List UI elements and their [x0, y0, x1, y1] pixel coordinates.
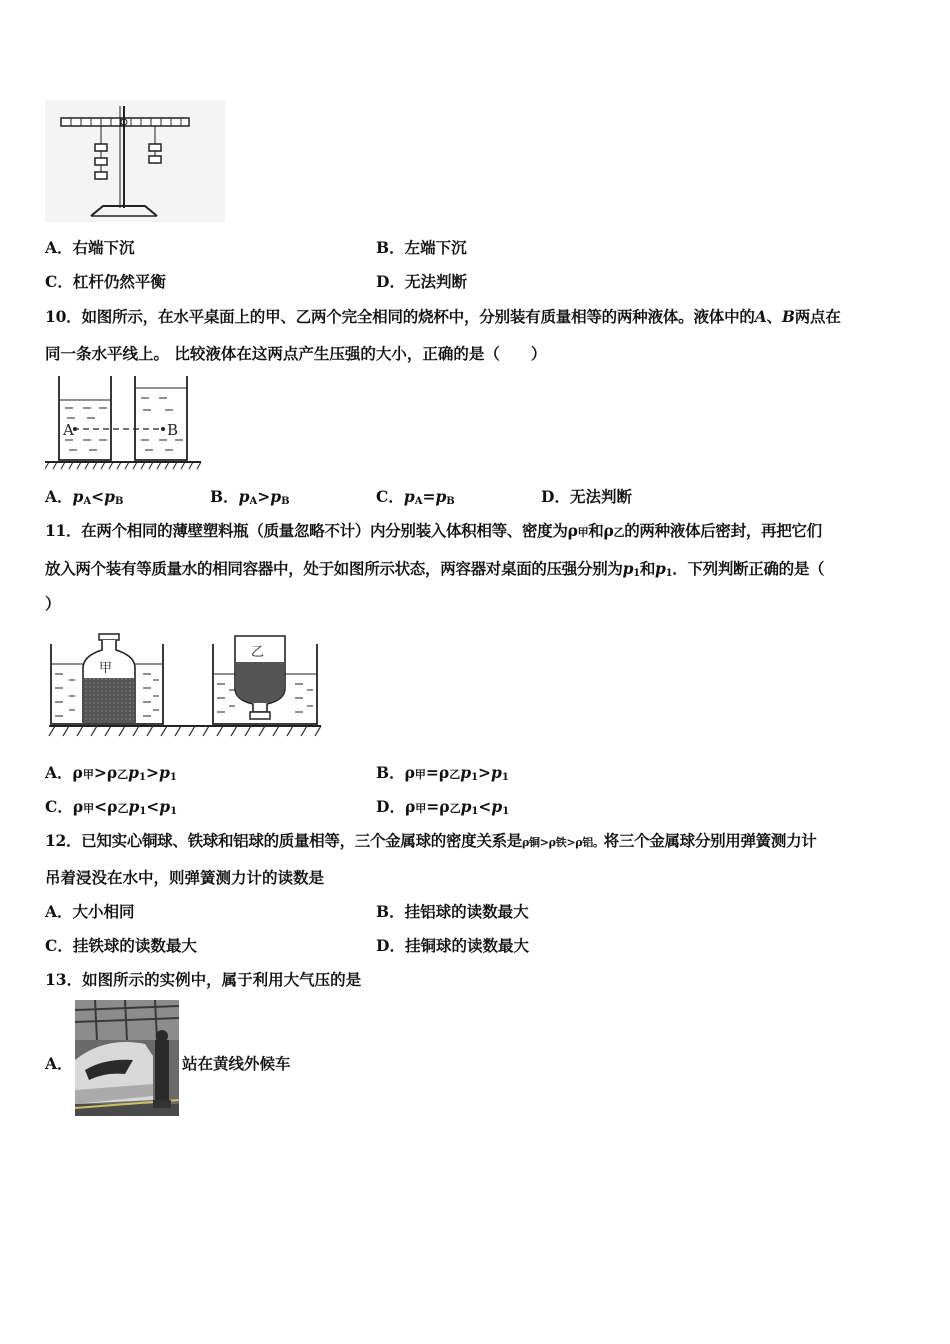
q13-stem-line1: 13．如图所示的实例中，属于利用大气压的是 [45, 970, 362, 989]
q9-option-d [376, 270, 467, 292]
q12-option-a: A．大小相同 [45, 902, 135, 921]
q9-option-a [45, 236, 135, 258]
q12-stem-line1: 12．已知实心铜球、铁球和铝球的质量相等，三个金属球的密度关系是ρ铜>ρ铁>ρ铝。将三个金属球分别用弹簧测力计 [45, 831, 817, 850]
q11-stem-line3: ） [45, 594, 61, 613]
q10-option-d: D．无法判断 [541, 487, 632, 506]
q11-stem-line1: 11．在两个相同的薄壁塑料瓶（质量忽略不计）内分别装入体积相等、密度为ρ甲和ρ乙的两种液体后密封，再把它们 [45, 521, 822, 540]
option-text: 杠杆仍然平衡 [72, 272, 166, 291]
q11-option-d: D．ρ甲=ρ乙$p_1<p_1$ [376, 797, 510, 817]
option-label: A． [45, 238, 73, 257]
train-platform-photo [75, 1000, 179, 1116]
density-relation: ρ铜>ρ铁>ρ铝。 [521, 836, 604, 849]
q10-option-a: A．$p_A<p_B$ [45, 487, 124, 507]
label-yi: 乙 [251, 645, 265, 660]
q13-option-a-text: 站在黄线外候车 [182, 1054, 291, 1073]
var-a: A [754, 307, 767, 326]
q12-option-d: D．挂铜球的读数最大 [376, 936, 529, 955]
lever-balance-figure [45, 100, 225, 222]
option-label: C． [45, 272, 73, 291]
var-b: B [781, 307, 795, 326]
option-text: 左端下沉 [404, 238, 467, 257]
q12-option-b: B．挂铝球的读数最大 [376, 902, 529, 921]
q10-stem-line1: 10．如图所示，在水平桌面上的甲、乙两个完全相同的烧杯中，分别装有质量相等的两种液体。液体中的A、B两点在 [45, 307, 841, 326]
option-text: 无法判断 [404, 272, 467, 291]
q12-stem-line2: 吊着浸没在水中，则弹簧测力计的读数是 [45, 868, 325, 887]
option-text: 右端下沉 [72, 238, 135, 257]
q11-stem-line2: 放入两个装有等质量水的相同容器中，处于如图所示状态，两容器对桌面的压强分别为$p_1$和$p_1$．下列判断正确的是（ [45, 559, 825, 579]
beakers-figure [45, 374, 205, 472]
q13-option-a-label: A． [45, 1054, 73, 1073]
q10-option-c: C．$p_A=p_B$ [376, 487, 455, 507]
q12-option-c: C．挂铁球的读数最大 [45, 936, 197, 955]
option-label: D． [376, 272, 405, 291]
q9-option-b [376, 236, 467, 258]
q10-stem-line2: 同一条水平线上。 比较液体在这两点产生压强的大小，正确的是（ ） [45, 344, 547, 363]
q11-option-b: B．ρ甲=ρ乙$p_1>p_1$ [376, 763, 509, 783]
label-jia: 甲 [99, 661, 113, 676]
bottles-figure [45, 630, 325, 742]
option-label: B． [376, 238, 405, 257]
label-b: B [167, 421, 179, 439]
label-a: A [63, 421, 74, 439]
q10-option-b: B．$p_A>p_B$ [210, 487, 290, 507]
q9-option-c [45, 270, 166, 292]
q11-option-c: C．ρ甲<ρ乙$p_1<p_1$ [45, 797, 178, 817]
q11-option-a: A．ρ甲>ρ乙$p_1>p_1$ [45, 763, 177, 783]
